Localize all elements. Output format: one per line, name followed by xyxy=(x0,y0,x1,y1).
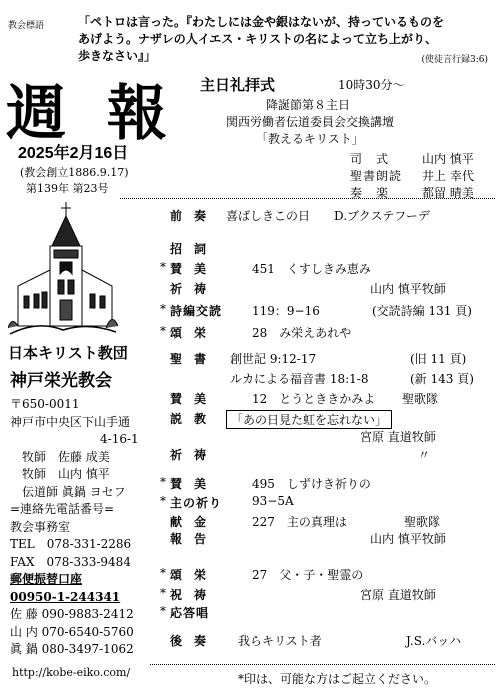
order-item-content: 27 父・子・聖霊の xyxy=(252,568,364,582)
postal-transfer-label: 郵便振替口座 xyxy=(10,572,83,586)
motto-line-2: あげよう。ナザレの人イエス・キリストの名によって立ち上がり、 xyxy=(78,32,438,46)
event-subtitle: 「教えるキリスト」 xyxy=(256,132,364,146)
stand-marker: * xyxy=(160,475,166,489)
order-item-label: 報告 xyxy=(170,532,219,546)
service-title: 主日礼拝式 xyxy=(200,76,276,94)
motto-label: 教会標語 xyxy=(8,21,45,31)
staff-role: 司 式 xyxy=(350,152,390,166)
order-item-label: 後奏 xyxy=(170,634,219,648)
order-item-content: 「あの日見た虹を忘れない」 xyxy=(226,410,392,429)
order-item-label: 祈祷 xyxy=(170,282,219,296)
order-item-detail: 宮原 直道牧師 xyxy=(360,588,436,602)
order-item-label: 祈祷 xyxy=(170,448,219,462)
founded-date: (教会創立1886.9.17) xyxy=(20,166,129,179)
motto-line-1: 「ペトロは言った。『わたしには金や銀はないが、持っているものを xyxy=(78,15,445,29)
stand-marker: * xyxy=(160,586,166,600)
order-item-content: 12 とうとききかみよ xyxy=(252,392,376,406)
order-item-label: 賛美 xyxy=(170,477,219,491)
order-item-detail: 聖歌隊 xyxy=(404,515,441,529)
order-item-label: 賛美 xyxy=(170,262,219,276)
order-item-content: 119：9−16 xyxy=(252,304,320,318)
bottom-divider xyxy=(150,664,495,665)
staff-name: 都留 晴美 xyxy=(422,186,474,200)
stand-marker: * xyxy=(160,302,166,316)
pastor-1: 牧師 佐藤 成美 xyxy=(22,449,110,464)
phone-number: TEL 078-331-2286 xyxy=(10,537,132,551)
order-item-label: 祝祷 xyxy=(170,588,219,602)
order-item-content: 創世記 9:12-17 xyxy=(230,352,317,366)
order-item-detail: 山内 慎平牧師 xyxy=(370,282,446,296)
stand-marker: * xyxy=(160,604,166,618)
address-number: 4-16-1 xyxy=(100,432,139,446)
staff-role: 聖書朗読 xyxy=(350,169,403,183)
stand-marker: * xyxy=(160,494,166,508)
website-link[interactable]: http://kobe-eiko.com/ xyxy=(12,666,131,679)
order-item-detail: J.S.バッハ xyxy=(406,634,462,648)
staff-name: 井上 幸代 xyxy=(422,169,474,183)
order-item-detail: (交読詩編 131 頁) xyxy=(372,304,472,318)
staff-name: 山内 慎平 xyxy=(422,152,474,166)
order-item-content: 93−5A xyxy=(252,494,294,508)
order-item-content: 227 主の真理は xyxy=(252,515,347,529)
order-item-label: 主の祈り xyxy=(170,496,223,510)
order-item-content: 495 しずけき祈りの xyxy=(252,477,371,491)
denomination-name: 日本キリスト教団 xyxy=(8,344,128,362)
order-item-label: 前奏 xyxy=(170,209,219,223)
order-item-label: 頌栄 xyxy=(170,568,219,582)
pastor-2: 牧師 山内 慎平 xyxy=(22,467,110,481)
stand-marker: * xyxy=(160,324,166,338)
phone-sato: 佐 藤 090-9883-2412 xyxy=(10,607,134,621)
order-item-content: 喜ばしきこの日 xyxy=(226,209,311,223)
order-item-label: 頌栄 xyxy=(170,326,219,340)
order-item-label: 聖書 xyxy=(170,352,219,366)
event-title: 関西労働者伝道委員会交換講壇 xyxy=(226,115,395,129)
order-item-content: 我らキリスト者 xyxy=(238,634,322,648)
order-item-detail: 山内 慎平牧師 xyxy=(370,532,446,546)
service-time: 10時30分〜 xyxy=(338,78,405,92)
stand-marker: * xyxy=(160,566,166,580)
order-item-detail: D.ブクステフーデ xyxy=(334,209,430,223)
order-item-content: ルカによる福音書 18:1-8 xyxy=(230,372,369,386)
bulletin-date: 2025年2月16日 xyxy=(18,145,129,162)
order-item-detail: 宮原 直道牧師 xyxy=(360,430,436,444)
stand-marker: * xyxy=(160,260,166,274)
motto-line-3: 歩きなさい』」 xyxy=(78,49,157,63)
office-label: 教会事務室 xyxy=(10,519,71,534)
order-item-label: 招詞 xyxy=(170,242,219,256)
standing-note: *印は、可能な方はご起立ください。 xyxy=(238,672,437,686)
evangelist: 伝道師 眞鍋 ヨセフ xyxy=(22,484,126,499)
contact-heading: =連絡先電話番号= xyxy=(10,502,115,516)
postal-code: 〒650-0011 xyxy=(10,397,80,411)
order-item-detail: 聖歌隊 xyxy=(402,392,439,406)
order-item-label: 賛美 xyxy=(170,392,219,406)
order-item-content: 451 くすしきみ恵み xyxy=(252,262,371,276)
phone-manabe: 眞 鍋 080-3497-1062 xyxy=(10,642,134,656)
postal-transfer-account: 00950-1-244341 xyxy=(10,589,121,604)
church-name: 神戸栄光教会 xyxy=(10,371,112,391)
order-item-content: 28 み栄えあれや xyxy=(252,326,352,340)
order-item-detail: 〃 xyxy=(418,448,431,462)
order-item-label: 説教 xyxy=(170,412,219,426)
issue-number: 第139年 第23号 xyxy=(26,182,109,195)
address-line: 神戸市中央区下山手通 xyxy=(10,414,131,429)
order-item-label: 献金 xyxy=(170,515,219,529)
order-item-label: 詩編交読 xyxy=(170,304,223,318)
order-item-detail: (旧 11 頁) xyxy=(410,352,467,366)
fax-number: FAX 078-333-9484 xyxy=(10,554,131,569)
phone-yamauchi: 山 内 070-6540-5760 xyxy=(10,624,134,639)
motto-source: (使徒言行録3:6) xyxy=(421,55,488,65)
bulletin-title: 週 報 xyxy=(6,79,177,149)
order-item-detail: (新 143 頁) xyxy=(410,372,474,386)
order-item-label: 応答唱 xyxy=(170,606,210,620)
liturgical-sunday: 降誕節第８主日 xyxy=(266,98,351,112)
staff-role: 奏 楽 xyxy=(350,186,390,200)
